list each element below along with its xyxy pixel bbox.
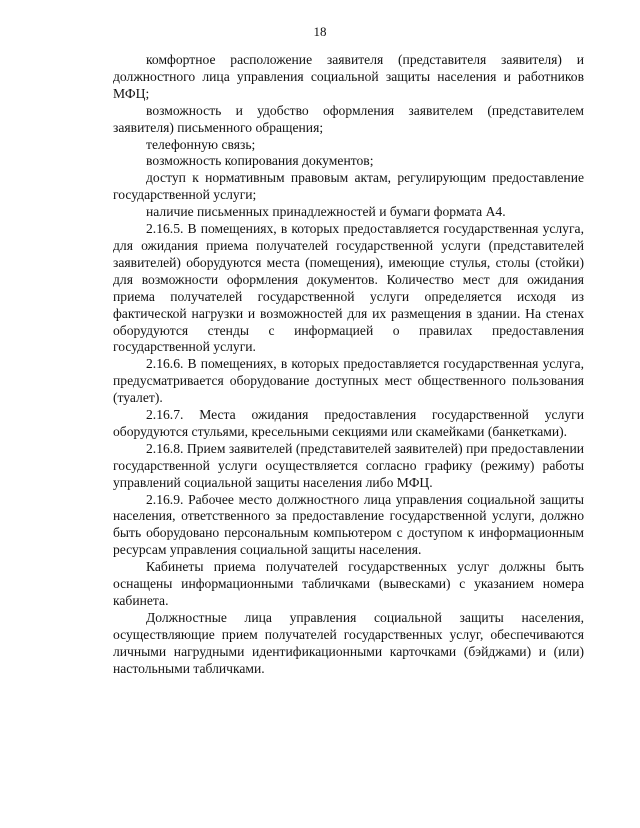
paragraph-2-16-5: 2.16.5. В помещениях, в которых предоставляется государственная услуга, для ожидания приема получателей государственной услуги (представителей заявителей) оборудуются места (помещения), имеющие стулья, столы (стойки) для возможности оформления документов. Количество мест для ожидания приема получателей государственной услуги определяется исходя из фактической нагрузки и возможностей для их размещения в здании. На стенах оборудуются стенды с информацией о правилах предоставления государственной услуги. — [113, 221, 584, 355]
paragraph-2-16-7: 2.16.7. Места ожидания предоставления государственной услуги оборудуются стульями, кресельными секциями или скамейками (банкетками). — [113, 407, 584, 439]
paragraph-officials-badges: Должностные лица управления социальной защиты населения, осуществляющие прием получателей государственных услуг, обеспечиваются личными нагрудными идентификационными карточками (бэйджами) и (или) настольными табличками. — [113, 609, 584, 676]
paragraph-2-16-8: 2.16.8. Прием заявителей (представителей заявителей) при предоставлении государственной услуги осуществляется согласно графику (режиму) работы управлений социальной защиты населения либо МФЦ. — [113, 440, 584, 490]
paragraph-applicant-placement: комфортное расположение заявителя (представителя заявителя) и должностного лица управления социальной защиты населения и работников МФЦ; — [113, 52, 584, 101]
page-number: 18 — [313, 24, 327, 39]
paragraph-copying: возможность копирования документов; — [146, 153, 374, 169]
paragraph-telephone: телефонную связь; — [146, 136, 256, 152]
paragraph-cabinets: Кабинеты приема получателей государственных услуг должны быть оснащены информационными табличками (вывесками) с указанием номера кабинета. — [113, 559, 584, 608]
paragraph-legal-acts: доступ к нормативным правовым актам, регулирующим предоставление государственной услуги; — [113, 170, 584, 203]
paragraph-written-appeal: возможность и удобство оформления заявителем (представителем заявителя) письменного обращения; — [113, 102, 584, 135]
paragraph-2-16-9: 2.16.9. Рабочее место должностного лица управления социальной защиты населения, ответственного за предоставление государственной услуги, должно быть оборудовано персональным компьютером с доступом к информационным ресурсам управления социальной защиты населения. — [113, 491, 584, 558]
document-body — [113, 52, 584, 678]
paragraph-2-16-6: 2.16.6. В помещениях, в которых предоставляется государственная услуга, предусматривается оборудование доступных мест общественного пользования (туалет). — [113, 356, 584, 406]
paragraph-stationery: наличие письменных принадлежностей и бумаги формата А4. — [146, 204, 506, 220]
